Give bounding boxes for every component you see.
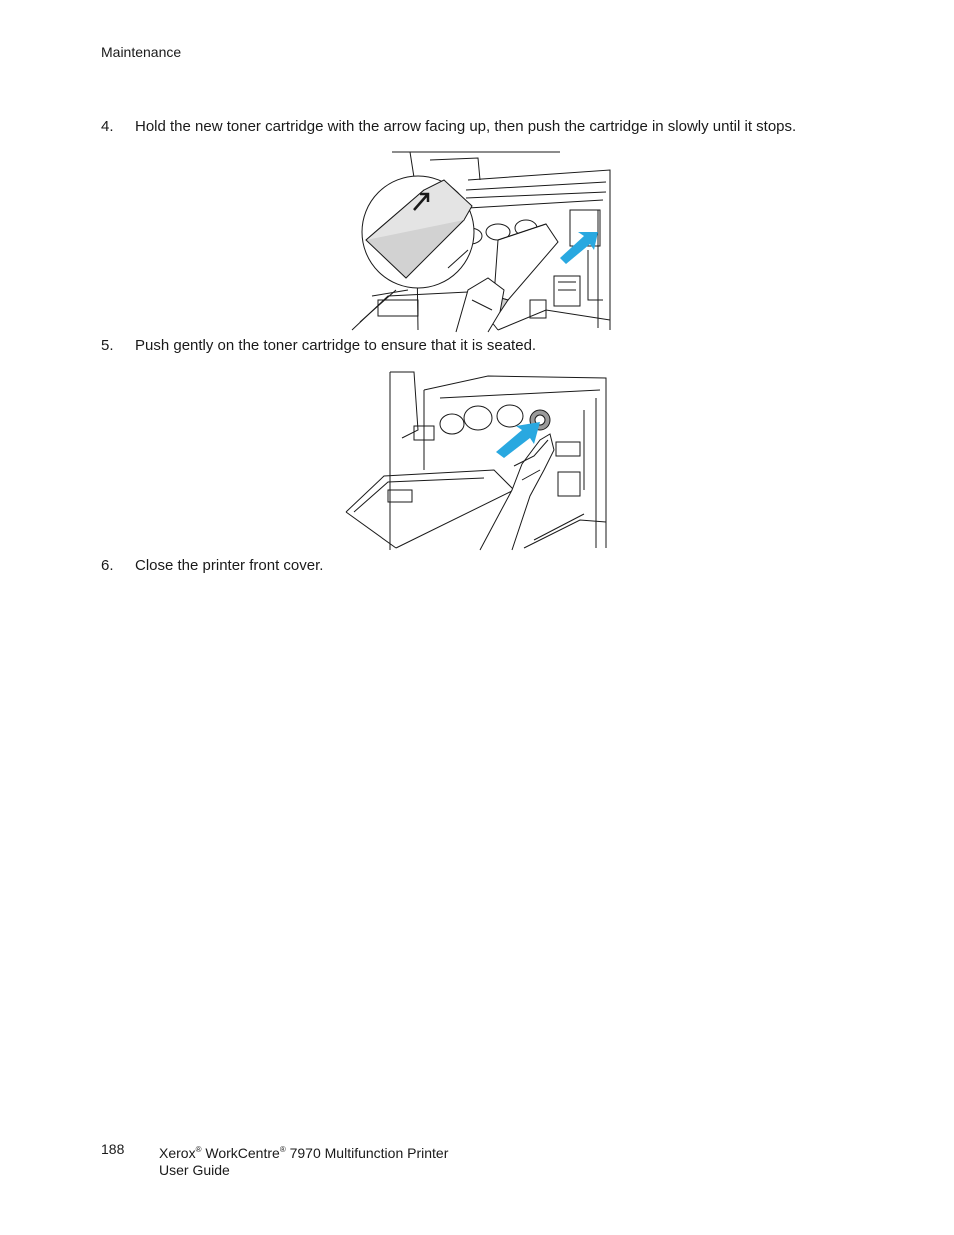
step-4 <box>101 118 796 136</box>
push-direction-arrow <box>560 232 598 264</box>
step-number: 4. <box>101 118 114 135</box>
product-name <box>159 1141 448 1179</box>
registered-mark: ® <box>195 1145 202 1154</box>
product-line: WorkCentre <box>205 1145 280 1161</box>
insert-cartridge-illustration <box>348 150 612 333</box>
registered-mark: ® <box>279 1145 286 1154</box>
step-text: Close the printer front cover. <box>135 557 324 574</box>
step-number: 5. <box>101 337 114 354</box>
step-6 <box>101 557 323 575</box>
step-5 <box>101 337 536 355</box>
step-text: Hold the new toner cartridge with the arrow facing up, then push the cartridge in slowly until it stops. <box>135 118 797 135</box>
model-name: 7970 Multifunction Printer <box>285 1145 449 1161</box>
document-type: User Guide <box>159 1162 230 1178</box>
brand-name: Xerox <box>159 1145 196 1161</box>
page-number: 188 <box>101 1141 125 1157</box>
seat-cartridge-illustration <box>344 370 612 552</box>
step-number: 6. <box>101 557 114 574</box>
step-text: Push gently on the toner cartridge to ensure that it is seated. <box>135 337 537 354</box>
running-header: Maintenance <box>101 44 182 60</box>
